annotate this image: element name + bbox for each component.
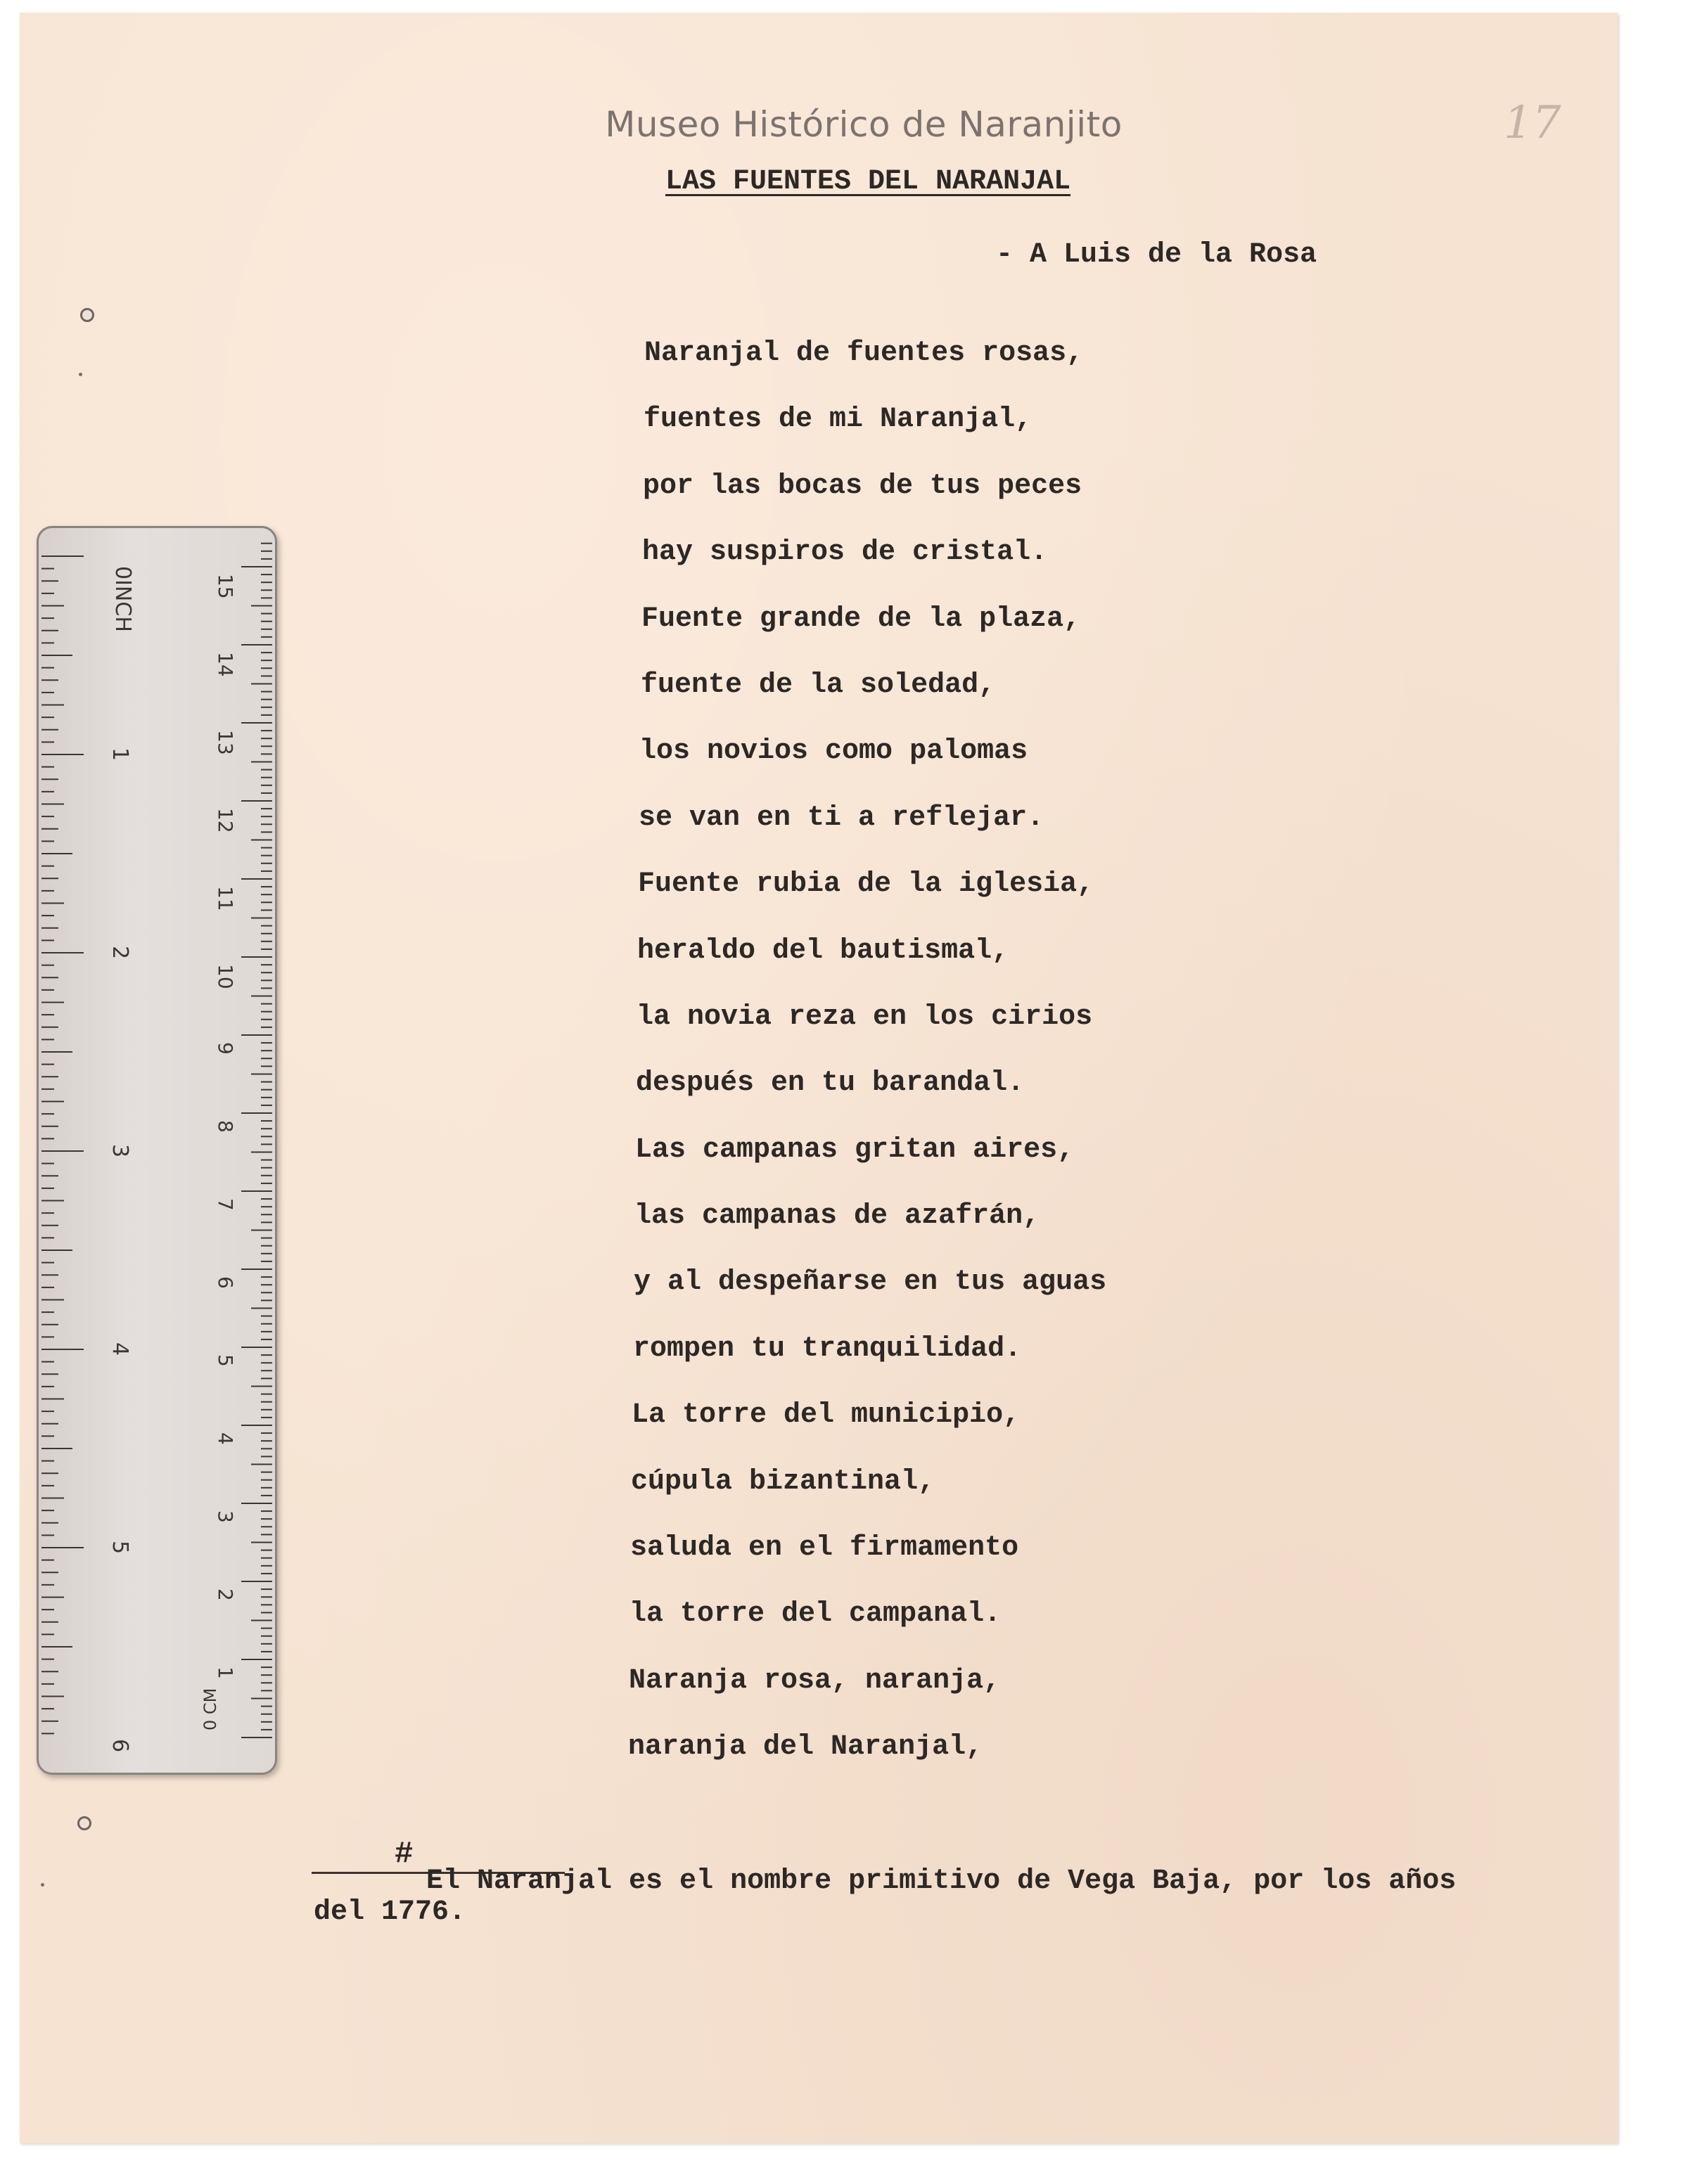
footnote-line: del 1776. xyxy=(314,1896,466,1928)
ruler-cm-number: 2 xyxy=(214,1588,237,1601)
poem-verse: y al despeñarse en tus aguas xyxy=(634,1266,1107,1299)
ruler-cm-number: 3 xyxy=(214,1510,237,1523)
poem-verse: después en tu barandal. xyxy=(636,1067,1025,1100)
page-number: 17 xyxy=(1504,97,1561,149)
ruler-inch-number: 2 xyxy=(108,946,132,960)
measuring-ruler xyxy=(37,526,277,1775)
poem-verse: Fuente grande de la plaza, xyxy=(641,603,1081,635)
ruler-cm-number: 8 xyxy=(214,1120,237,1133)
ruler-inch-number: 1 xyxy=(108,747,132,762)
poem-verse: hay suspiros de cristal. xyxy=(642,537,1048,569)
poem-verse: se van en ti a reflejar. xyxy=(639,802,1044,834)
poem-verse: la torre del campanal. xyxy=(629,1598,1002,1631)
ruler-cm-number: 9 xyxy=(214,1042,237,1055)
footnote-mark: # xyxy=(395,1837,414,1872)
ruler-cm-number: 6 xyxy=(214,1276,237,1289)
ruler-cm-number: 1 xyxy=(214,1666,237,1679)
museum-watermark: Museo Histórico de Naranjito xyxy=(605,104,1123,145)
footnote-line: El Naranjal es el nombre primitivo de Vega Baja, por los años xyxy=(426,1865,1457,1897)
poem-verse: heraldo del bautismal, xyxy=(637,934,1009,967)
poem-verse: Fuente rubia de la iglesia, xyxy=(638,868,1094,901)
ruler-inch-label: 0INCH xyxy=(110,566,135,632)
poem-verse: cúpula bizantinal, xyxy=(631,1465,935,1498)
ruler-inch-number: 3 xyxy=(108,1144,132,1158)
poem-verse: Naranjal de fuentes rosas, xyxy=(644,338,1084,369)
paper-speck xyxy=(79,373,82,376)
ruler-cm-number: 7 xyxy=(214,1198,237,1211)
ruler-cm-label: 0 CM xyxy=(200,1688,220,1730)
poem-verse: Naranja rosa, naranja, xyxy=(629,1664,1001,1697)
poem-verse: la novia reza en los cirios xyxy=(637,1001,1093,1033)
ruler-inch-number: 5 xyxy=(108,1541,132,1555)
poem-verse: fuente de la soledad, xyxy=(641,669,996,701)
poem-verse: las campanas de azafrán, xyxy=(634,1200,1040,1233)
poem-dedication: - A Luis de la Rosa xyxy=(996,239,1317,271)
ruler-cm-number: 13 xyxy=(214,730,237,755)
poem-verse: fuentes de mi Naranjal, xyxy=(644,404,1032,436)
ruler-scale xyxy=(39,528,275,1773)
poem-title: LAS FUENTES DEL NARANJAL xyxy=(665,166,1071,198)
paper-speck xyxy=(41,1883,44,1887)
poem-verse: saluda en el firmamento xyxy=(630,1532,1019,1565)
poem-verse: Las campanas gritan aires, xyxy=(635,1133,1075,1166)
poem-verse: por las bocas de tus peces xyxy=(643,470,1082,502)
ruler-cm-number: 12 xyxy=(214,808,237,833)
ruler-cm-number: 14 xyxy=(214,652,237,677)
ruler-inch-number: 4 xyxy=(108,1342,132,1356)
punch-hole xyxy=(80,308,94,322)
poem-verse: naranja del Naranjal, xyxy=(628,1731,983,1764)
poem-verse: los novios como palomas xyxy=(639,736,1028,768)
ruler-cm-number: 5 xyxy=(214,1354,237,1367)
ruler-inch-number: 6 xyxy=(108,1739,132,1753)
ruler-cm-number: 11 xyxy=(214,886,237,911)
punch-hole xyxy=(77,1816,91,1830)
ruler-cm-number: 4 xyxy=(214,1432,237,1445)
poem-body xyxy=(623,336,1256,1797)
footnote xyxy=(314,1866,1467,1928)
poem-verse: La torre del municipio, xyxy=(632,1399,1021,1432)
poem-verse: rompen tu tranquilidad. xyxy=(633,1332,1022,1365)
ruler-cm-number: 15 xyxy=(214,574,237,599)
ruler-cm-number: 10 xyxy=(214,964,237,989)
